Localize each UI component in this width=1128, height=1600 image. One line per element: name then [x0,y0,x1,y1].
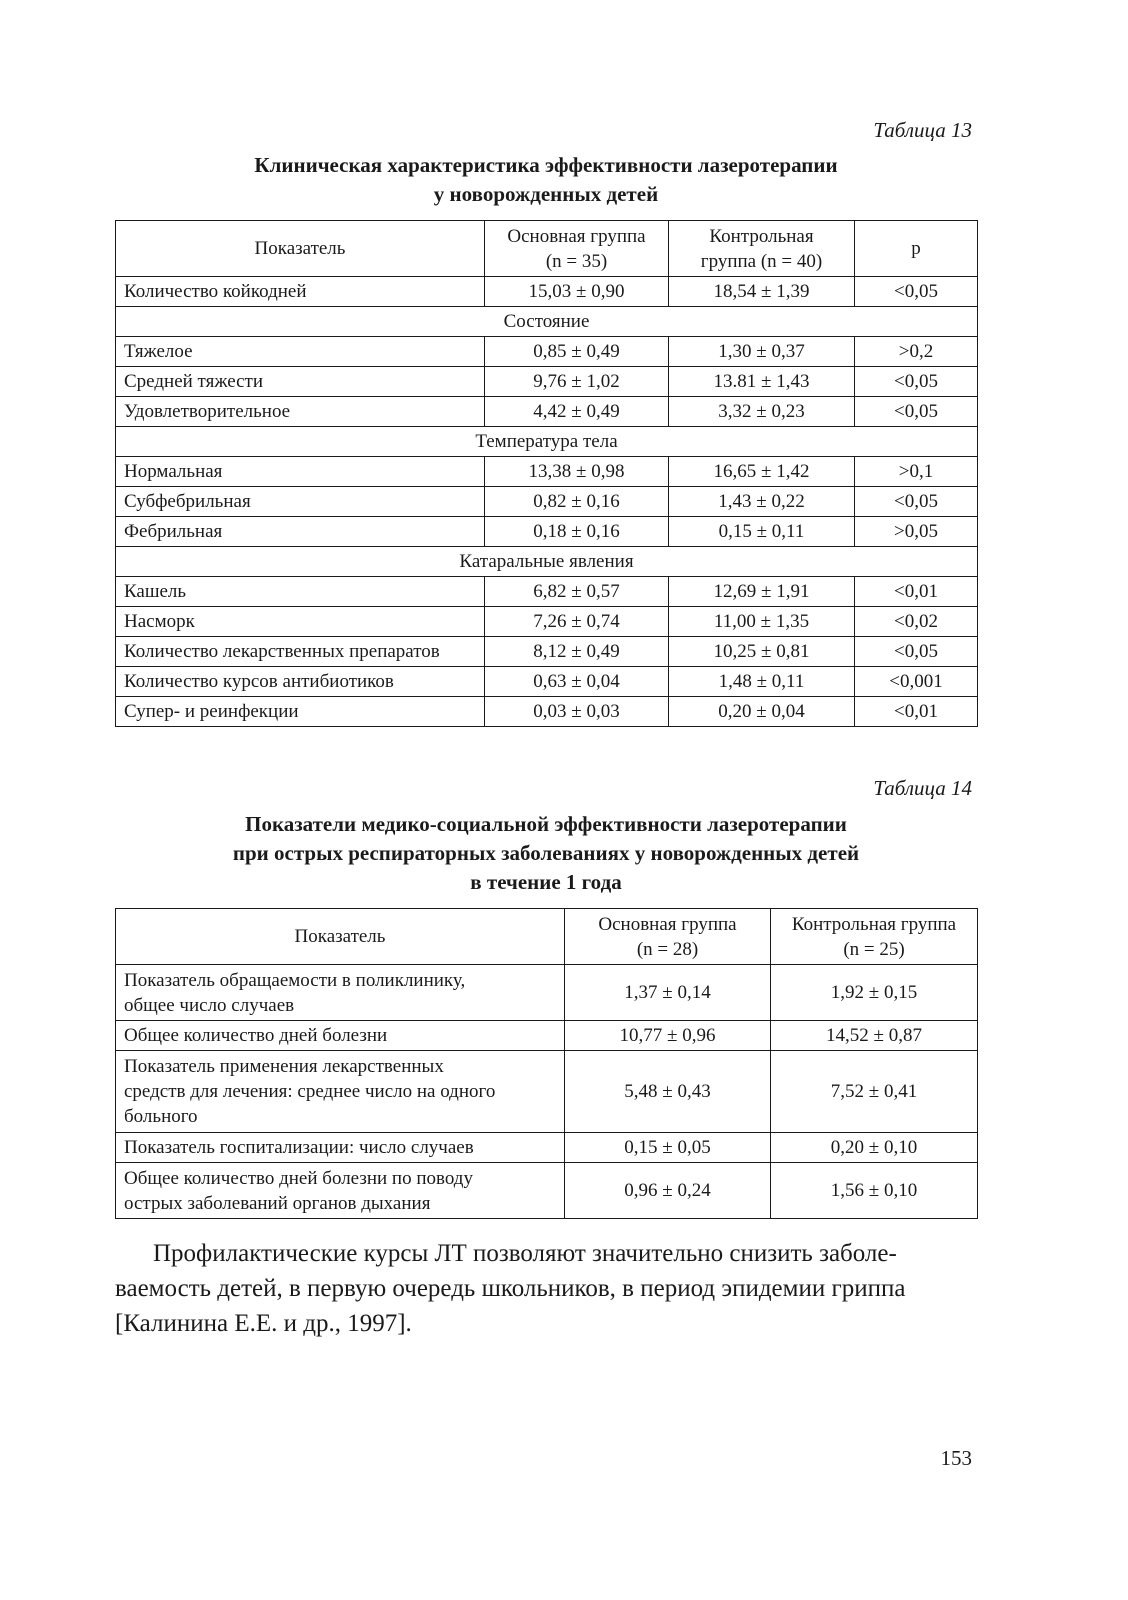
table14-title-line3: в течение 1 года [470,870,622,894]
row-label: Количество лекарственных препаратов [116,637,485,667]
row-control-value: 13.81 ± 1,43 [669,367,855,397]
row-main-value: 13,38 ± 0,98 [485,457,669,487]
row-label [116,1133,565,1163]
table14-title-line1: Показатели медико-социальной эффективности лазеротерапии [245,812,847,836]
table13-title [115,151,977,209]
table-row [116,1051,978,1133]
table13-caption: Таблица 13 [873,118,972,142]
table13-header-indicator: Показатель [116,221,485,277]
row-label-line: общее число случаев [124,994,295,1016]
row-main-value: 6,82 ± 0,57 [485,577,669,607]
row-p-value: <0,05 [855,367,978,397]
table13-header-main-line2: (n = 35) [545,250,608,272]
table-row [116,517,978,547]
row-control-value: 12,69 ± 1,91 [669,577,855,607]
row-control-value: 10,25 ± 0,81 [669,637,855,667]
row-main-value: 0,82 ± 0,16 [485,487,669,517]
row-p-value: <0,02 [855,607,978,637]
row-label [116,965,565,1021]
row-control-value: 0,15 ± 0,11 [669,517,855,547]
row-label: Средней тяжести [116,367,485,397]
table-row [116,337,978,367]
table-row [116,487,978,517]
row-control-value: 11,00 ± 1,35 [669,607,855,637]
table13-title-line1: Клиническая характеристика эффективности лазеротерапии [254,153,838,177]
row-control-value: 1,43 ± 0,22 [669,487,855,517]
table13 [115,220,978,727]
table14-header-control-line1: Контрольная группа [791,913,957,935]
table-row [116,1163,978,1219]
table14-header-row [116,909,978,965]
row-main-value: 0,15 ± 0,05 [565,1133,771,1163]
row-p-value: <0,05 [855,487,978,517]
row-control-value: 0,20 ± 0,04 [669,697,855,727]
row-label: Насморк [116,607,485,637]
row-label-line: Показатель применения лекарственных [124,1056,444,1077]
section-label: Состояние [116,307,978,337]
row-main-value: 0,18 ± 0,16 [485,517,669,547]
row-control-value: 1,92 ± 0,15 [771,965,978,1021]
row-main-value: 8,12 ± 0,49 [485,637,669,667]
row-p-value: >0,05 [855,517,978,547]
table13-header-p: p [855,221,978,277]
row-p-value: <0,01 [855,697,978,727]
row-label: Нормальная [116,457,485,487]
table14-title [115,810,977,897]
row-label: Количество курсов антибиотиков [116,667,485,697]
row-control-value: 16,65 ± 1,42 [669,457,855,487]
row-main-value: 5,48 ± 0,43 [565,1051,771,1133]
row-control-value: 0,20 ± 0,10 [771,1133,978,1163]
table13-header-control-line2: группа (n = 40) [700,250,823,272]
paragraph-line1: Профилактические курсы ЛТ позволяют значительно снизить заболе- [153,1240,897,1267]
row-label [116,1021,565,1051]
row-label-line: Общее количество дней болезни по поводу [124,1167,473,1189]
table-row [116,367,978,397]
body-paragraph [115,1236,977,1341]
table14-header-main-line2: (n = 28) [636,938,699,960]
table-row [116,607,978,637]
row-main-value: 0,03 ± 0,03 [485,697,669,727]
row-label: Кашель [116,577,485,607]
row-label: Количество койкодней [116,277,485,307]
table-row [116,697,978,727]
row-label-line: средств для лечения: среднее число на одного [124,1081,496,1102]
table-row [116,1133,978,1163]
row-control-value: 1,56 ± 0,10 [771,1163,978,1219]
row-control-value: 7,52 ± 0,41 [771,1051,978,1133]
table14-header-main-line1: Основная группа [598,913,737,935]
table-row [116,667,978,697]
table-row [116,277,978,307]
row-label [116,1051,565,1133]
row-label: Удовлетворительное [116,397,485,427]
row-label: Тяжелое [116,337,485,367]
row-control-value: 1,48 ± 0,11 [669,667,855,697]
row-main-value: 4,42 ± 0,49 [485,397,669,427]
table13-header-main-line1: Основная группа [507,225,646,247]
table13-title-line2: у новорожденных детей [433,182,659,206]
section-label: Катаральные явления [116,547,978,577]
row-main-value: 9,76 ± 1,02 [485,367,669,397]
row-label: Субфебрильная [116,487,485,517]
row-control-value: 18,54 ± 1,39 [669,277,855,307]
row-main-value: 7,26 ± 0,74 [485,607,669,637]
table13-header-main [485,221,669,277]
section-row [116,547,978,577]
table14 [115,908,978,1219]
table14-header-indicator: Показатель [116,909,565,965]
row-label: Супер- и реинфекции [116,697,485,727]
row-label-line: острых заболеваний органов дыхания [124,1192,431,1214]
table14-title-line2: при острых респираторных заболеваниях у новорожденных детей [232,841,860,865]
row-main-value: 1,37 ± 0,14 [565,965,771,1021]
table13-header-row [116,221,978,277]
row-p-value: <0,05 [855,637,978,667]
row-label [116,1163,565,1219]
section-row [116,307,978,337]
table-row [116,457,978,487]
row-main-value: 0,96 ± 0,24 [565,1163,771,1219]
table14-header-control [771,909,978,965]
row-control-value: 14,52 ± 0,87 [771,1021,978,1051]
row-p-value: <0,05 [855,397,978,427]
row-main-value: 10,77 ± 0,96 [565,1021,771,1051]
row-p-value: >0,1 [855,457,978,487]
table-row [116,397,978,427]
row-main-value: 0,85 ± 0,49 [485,337,669,367]
section-label: Температура тела [116,427,978,457]
row-label: Фебрильная [116,517,485,547]
row-main-value: 0,63 ± 0,04 [485,667,669,697]
row-label-line: Показатель обращаемости в поликлинику, [124,969,466,991]
row-control-value: 3,32 ± 0,23 [669,397,855,427]
table-row [116,637,978,667]
section-row [116,427,978,457]
row-label-line: больного [124,1106,198,1127]
row-label-line: Показатель госпитализации: число случаев [124,1137,474,1158]
table14-header-main [565,909,771,965]
row-main-value: 15,03 ± 0,90 [485,277,669,307]
page-number: 153 [940,1446,972,1470]
table13-header-control [669,221,855,277]
row-p-value: <0,01 [855,577,978,607]
paragraph-line3: [Калинина Е.Е. и др., 1997]. [115,1310,412,1337]
paragraph-line2: ваемость детей, в первую очередь школьников, в период эпидемии гриппа [115,1275,906,1302]
row-p-value: >0,2 [855,337,978,367]
table-row [116,1021,978,1051]
row-control-value: 1,30 ± 0,37 [669,337,855,367]
table13-header-control-line1: Контрольная [709,225,814,247]
row-label-line: Общее количество дней болезни [124,1025,388,1046]
row-p-value: <0,001 [855,667,978,697]
table-row [116,577,978,607]
row-p-value: <0,05 [855,277,978,307]
table-row [116,965,978,1021]
table14-caption: Таблица 14 [873,776,972,800]
table14-header-control-line2: (n = 25) [843,938,905,960]
